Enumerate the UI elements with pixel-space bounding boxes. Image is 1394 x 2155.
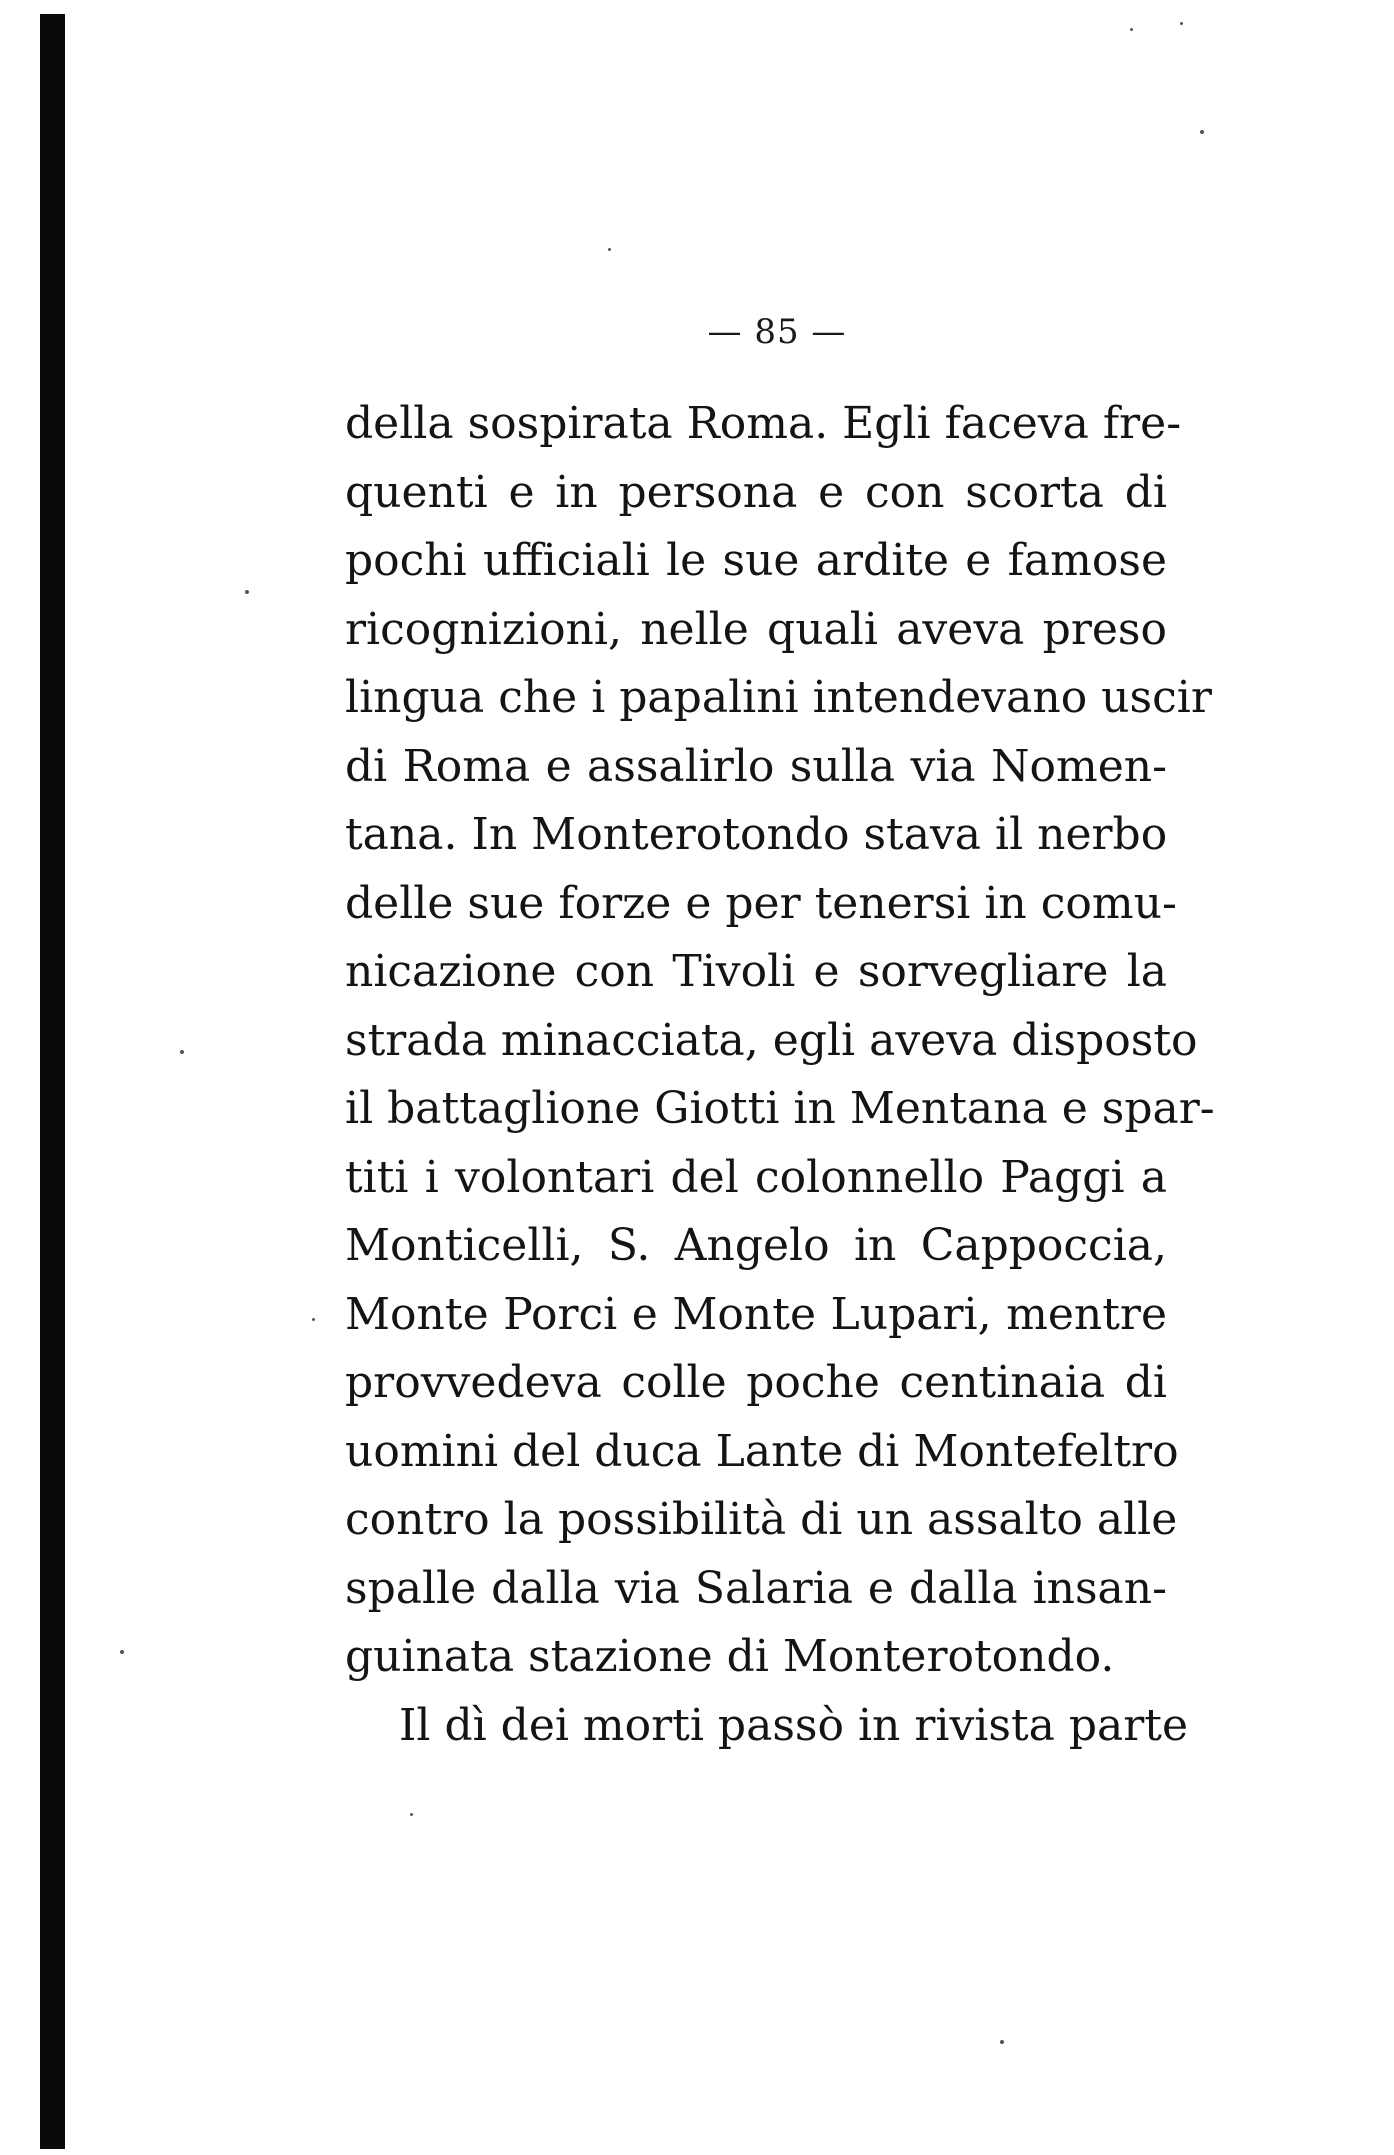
text-line: spalle dalla via Salaria e dalla insan-	[345, 1562, 1167, 1614]
scan-speck	[180, 1050, 184, 1054]
text-line: contro la possibilità di un assalto alle	[345, 1494, 1178, 1545]
binding-edge	[40, 14, 65, 2149]
page-number: — 85 —	[707, 312, 847, 352]
text-line: provvedeva colle poche centinaia di	[345, 1357, 1167, 1408]
text-line: delle sue forze e per tenersi in comu-	[345, 877, 1177, 929]
text-line: titi i volontari del colonnello Paggi a	[345, 1151, 1167, 1203]
text-line: strada minacciata, egli aveva disposto	[345, 1014, 1198, 1066]
text-line: nicazione con Tivoli e sorvegliare la	[345, 946, 1167, 997]
scan-speck	[1000, 2040, 1004, 2044]
text-line: della sospirata Roma. Egli faceva fre-	[345, 398, 1182, 449]
text-line-paragraph-start: Il dì dei morti passò in rivista parte	[399, 1699, 1189, 1751]
text-line: Monte Porci e Monte Lupari, mentre	[345, 1288, 1167, 1340]
scan-speck	[410, 1813, 413, 1816]
text-line: Monticelli, S. Angelo in Cappoccia,	[345, 1220, 1167, 1271]
text-line: ricognizioni, nelle quali aveva preso	[345, 603, 1167, 655]
scan-speck	[608, 248, 611, 251]
text-line: uomini del duca Lante di Montefeltro	[345, 1425, 1179, 1477]
body-text	[345, 390, 1215, 1760]
scan-speck	[312, 1318, 315, 1321]
text-line: guinata stazione di Monterotondo.	[345, 1631, 1115, 1682]
text-line: tana. In Monterotondo stava il nerbo	[345, 809, 1168, 860]
scan-speck	[120, 1650, 124, 1654]
text-line: lingua che i papalini intendevano uscir	[345, 672, 1212, 723]
text-line: quenti e in persona e con scorta di	[345, 466, 1167, 518]
scan-speck	[245, 590, 249, 594]
scan-speck	[1180, 22, 1183, 25]
scan-speck	[1200, 130, 1204, 134]
text-line: il battaglione Giotti in Mentana e spar-	[345, 1083, 1215, 1134]
text-line: pochi ufficiali le sue ardite e famose	[345, 535, 1167, 586]
scan-speck	[1130, 28, 1133, 31]
text-line: di Roma e assalirlo sulla via Nomen-	[345, 740, 1167, 792]
